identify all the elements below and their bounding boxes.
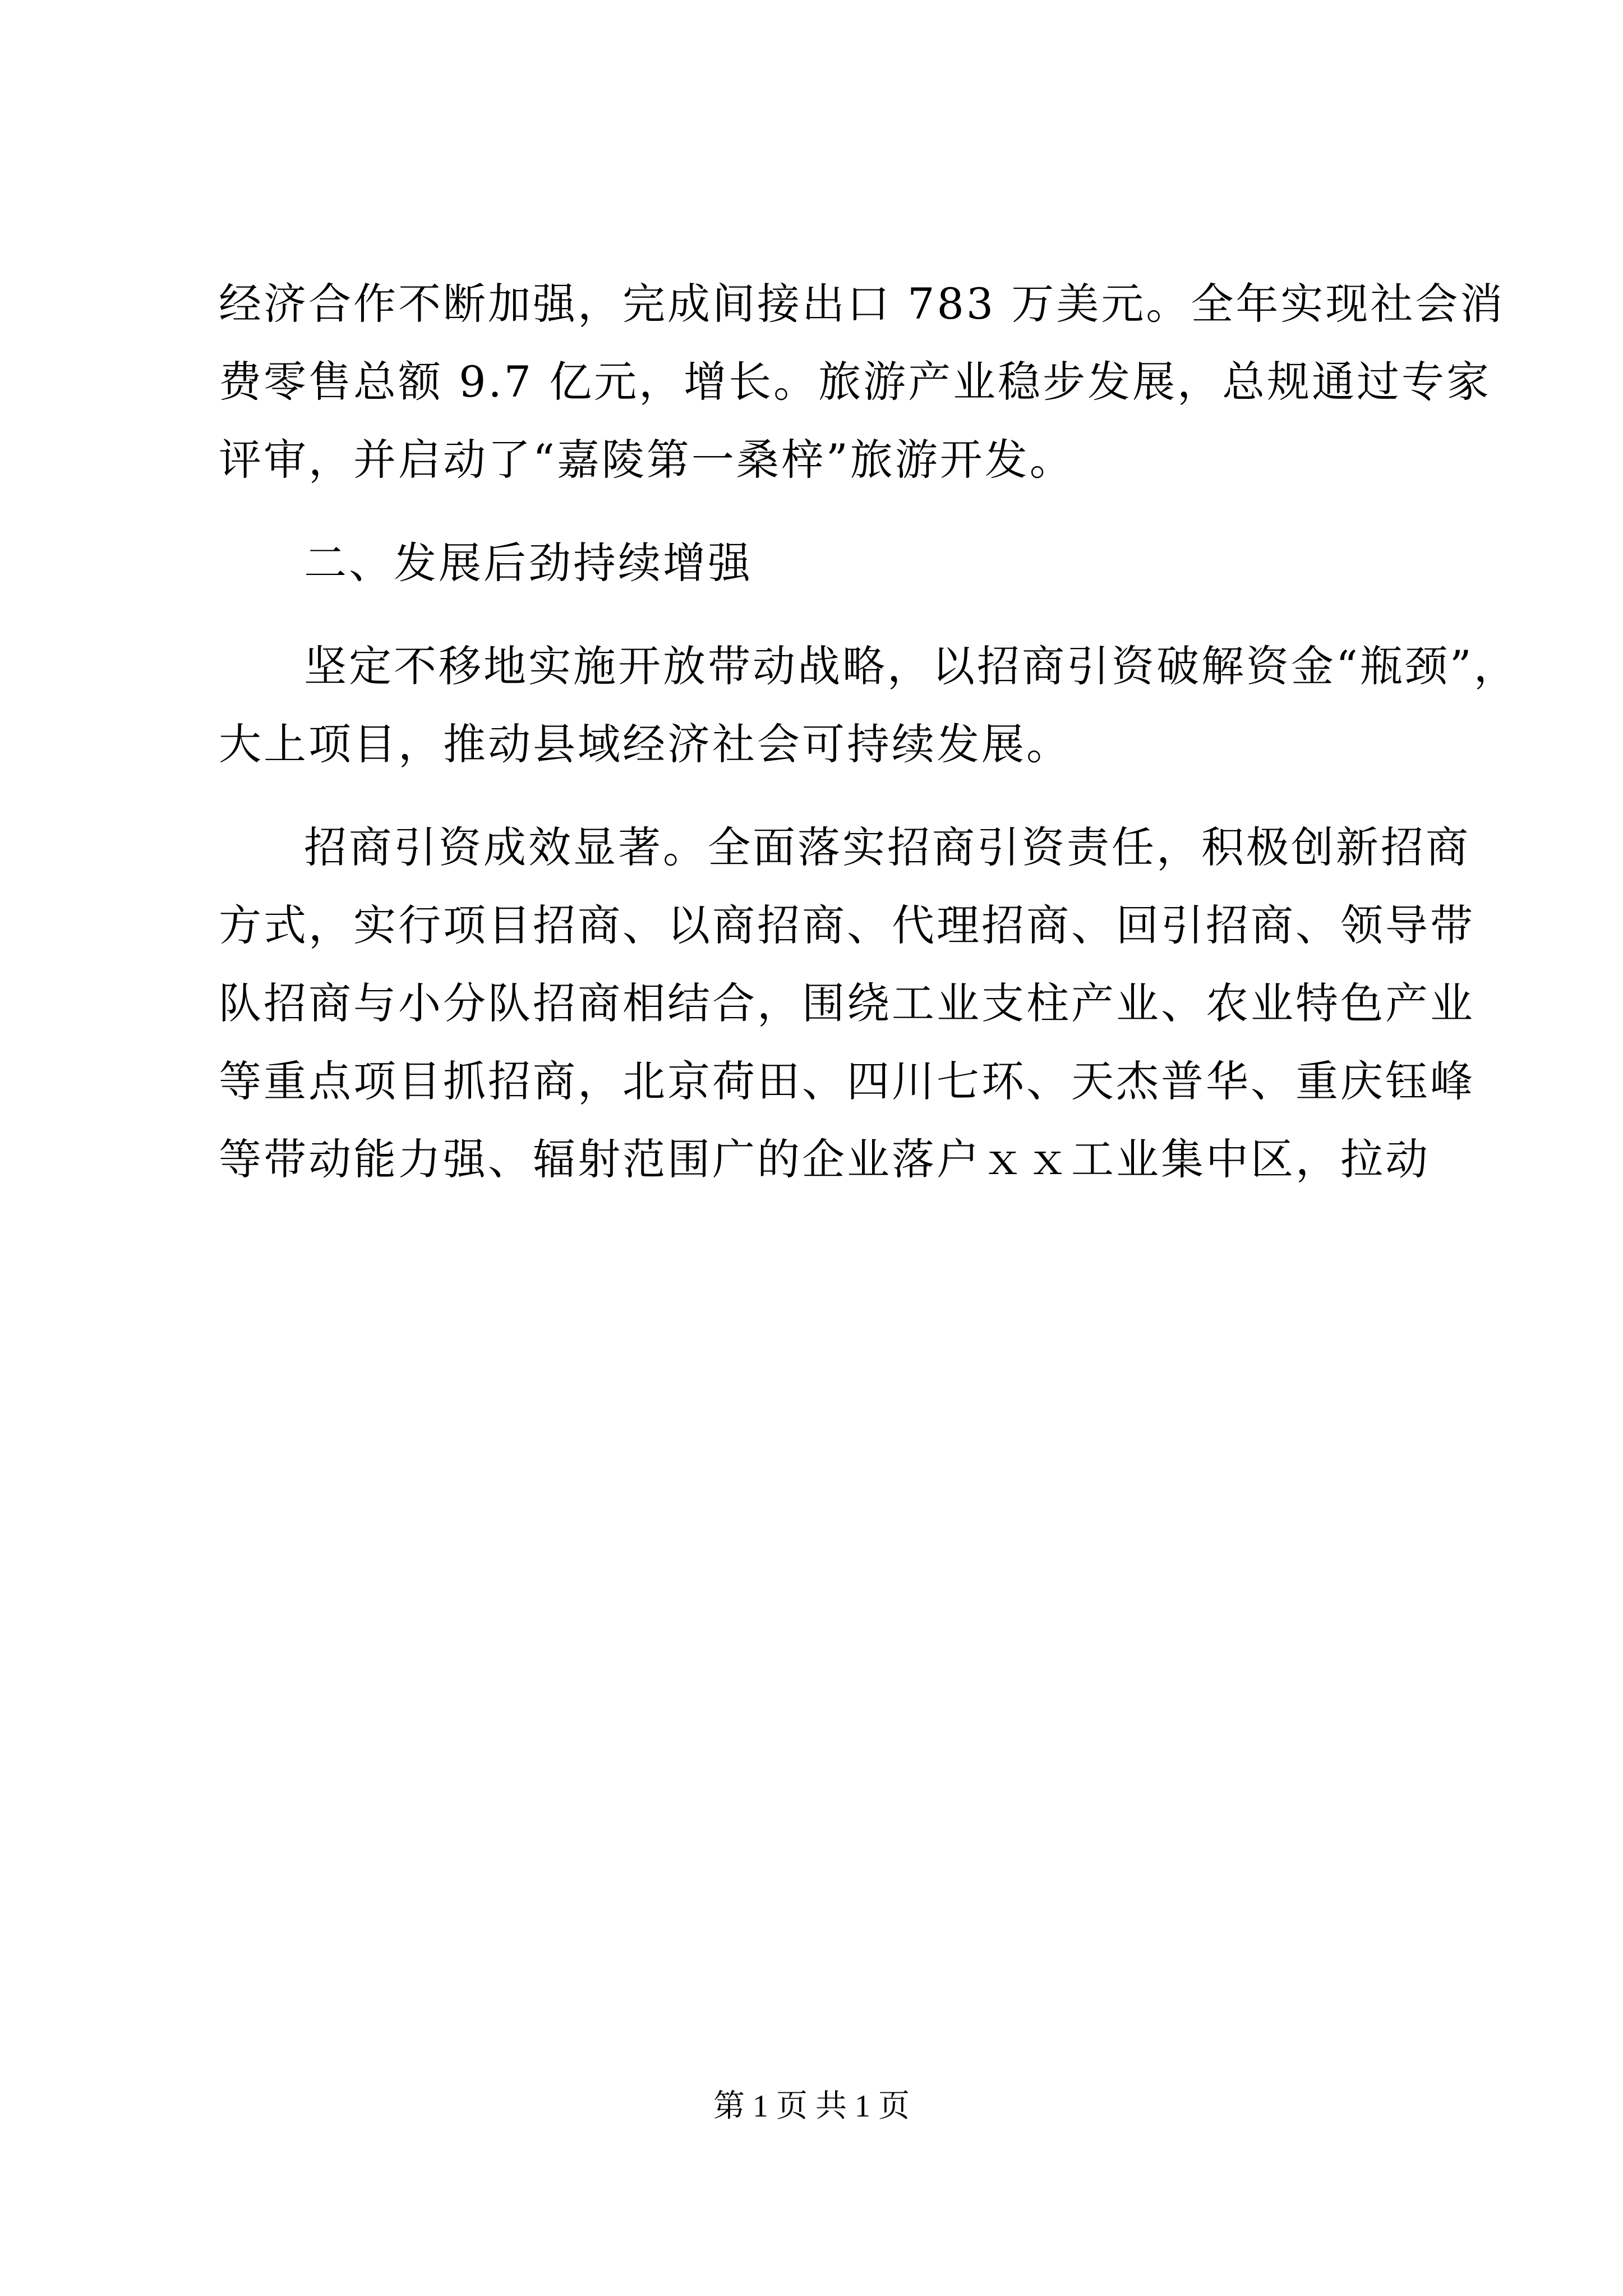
paragraph-investment-attraction (219, 808, 1475, 1198)
text-line: 方式，实行项目招商、以商招商、代理招商、回引招商、领导带 (219, 900, 1475, 950)
text-line: 队招商与小分队招商相结合，围绕工业支柱产业、农业特色产业 (219, 978, 1475, 1028)
text-line: 等重点项目抓招商，北京荷田、四川七环、天杰普华、重庆钰峰 (219, 1056, 1475, 1106)
page-number-footer: 第 1 页 共 1 页 (713, 2089, 910, 2124)
text-line: 招商引资成效显著。全面落实招商引资责任，积极创新招商 (304, 822, 1470, 872)
text-line: 费零售总额 9.7 亿元，增长。旅游产业稳步发展，总规通过专家 (219, 357, 1492, 407)
text-line: 坚定不移地实施开放带动战略，以招商引资破解资金“瓶颈”， (304, 641, 1519, 691)
text-line: 评审，并启动了“嘉陵第一桑梓”旅游开发。 (219, 435, 1075, 485)
paragraph-opening-strategy (219, 627, 1519, 783)
body-text (219, 265, 1519, 1198)
text-line: 大上项目，推动县域经济社会可持续发展。 (219, 719, 1071, 769)
heading-line: 二、发展后劲持续增强 (304, 538, 753, 588)
text-line: 经济合作不断加强，完成间接出口 783 万美元。全年实现社会消 (219, 279, 1505, 329)
paragraph-economic-cooperation (219, 265, 1505, 499)
text-line: 等带动能力强、辐射范围广的企业落户ｘｘ工业集中区，拉动 (219, 1134, 1430, 1184)
section-heading (219, 524, 1430, 602)
